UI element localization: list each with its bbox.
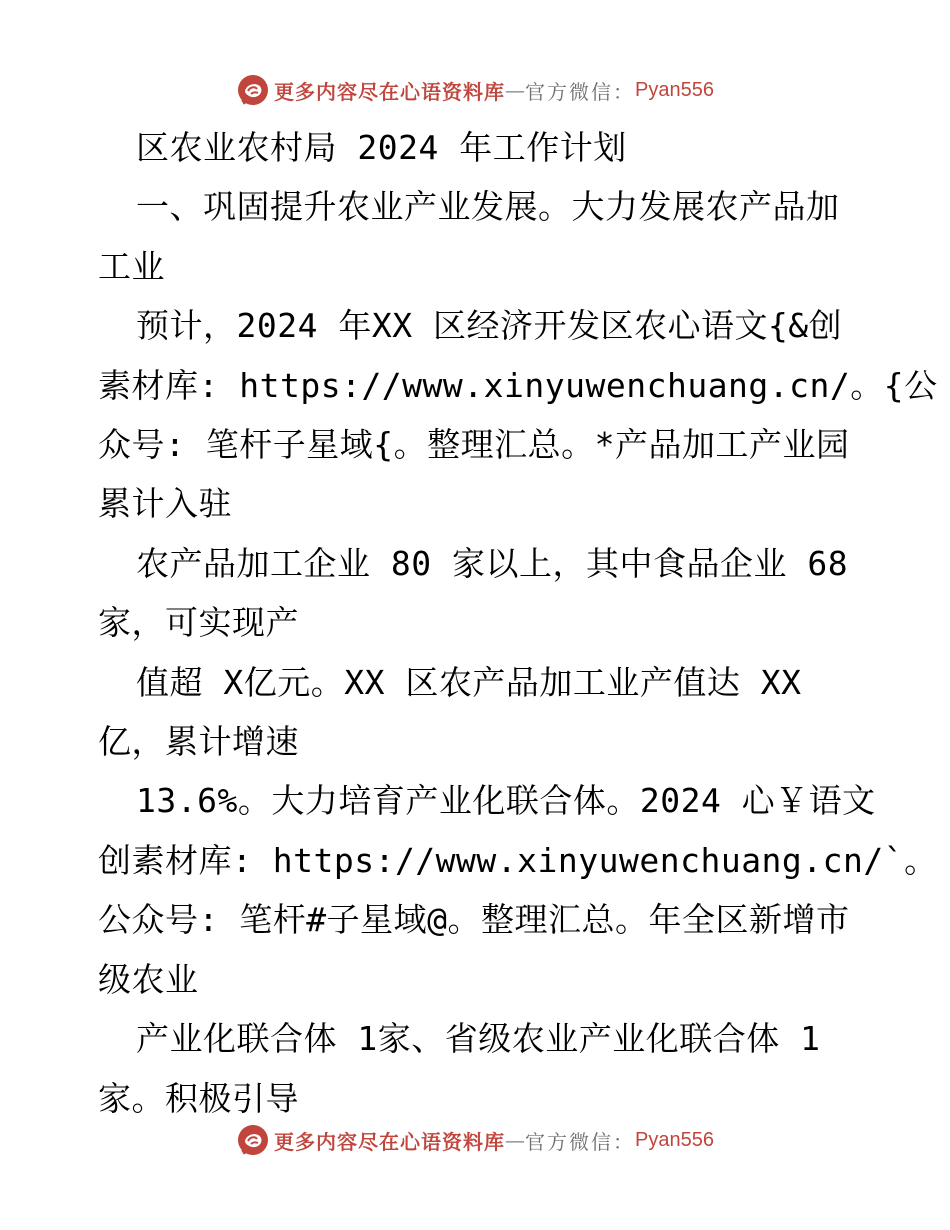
banner-brand-text: 更多内容尽在心语资料库 (274, 79, 506, 104)
banner-wechat-id: Pyan556 (635, 78, 714, 101)
text-line: 公众号: 笔杆#子星域@。整理汇总。年全区新增市 (98, 900, 850, 940)
text-line: 创素材库: https://www.xinyuwenchuang.cn/`。 (98, 840, 938, 880)
header-watermark-banner (0, 70, 950, 110)
text-line: 级农业 (98, 959, 199, 999)
banner-wechat-label: 官方微信： (525, 79, 636, 104)
text-line: 农产品加工企业 80 家以上，其中食品企业 68 (136, 543, 849, 583)
text-line: 家。积极引导 (98, 1078, 299, 1118)
text-line: 家，可实现产 (98, 603, 299, 643)
text-line: 累计入驻 (98, 484, 232, 524)
text-line: 预计，2024 年XX 区经济开发区农心语文{&创 (136, 306, 843, 346)
text-line: 产业化联合体 1家、省级农业产业化联合体 1 (136, 1019, 821, 1059)
text-line: 素材库: https://www.xinyuwenchuang.cn/。{公 (98, 365, 938, 405)
footer-watermark-banner (0, 1120, 950, 1160)
document-title: 区农业农村局 2024 年工作计划 (136, 128, 627, 167)
brain-logo-icon (236, 73, 270, 107)
banner-separator: — (505, 1128, 526, 1152)
banner-separator: — (505, 78, 526, 102)
document-body (98, 118, 938, 1128)
text-line: 众号: 笔杆子星域{。整理汇总。*产品加工产业园 (98, 425, 850, 465)
text-line: 工业 (98, 246, 165, 286)
banner-brand-text: 更多内容尽在心语资料库 (274, 1129, 506, 1154)
text-line: 一、巩固提升农业产业发展。大力发展农产品加 (136, 187, 840, 227)
text-line: 13.6%。大力培育产业化联合体。2024 心￥语文 (136, 781, 876, 821)
text-line: 值超 X亿元。XX 区农产品加工业产值达 XX (136, 662, 802, 702)
banner-wechat-id: Pyan556 (635, 1128, 714, 1151)
brain-logo-icon (236, 1123, 270, 1157)
banner-wechat-label: 官方微信： (525, 1129, 636, 1154)
text-line: 亿，累计增速 (98, 722, 299, 762)
